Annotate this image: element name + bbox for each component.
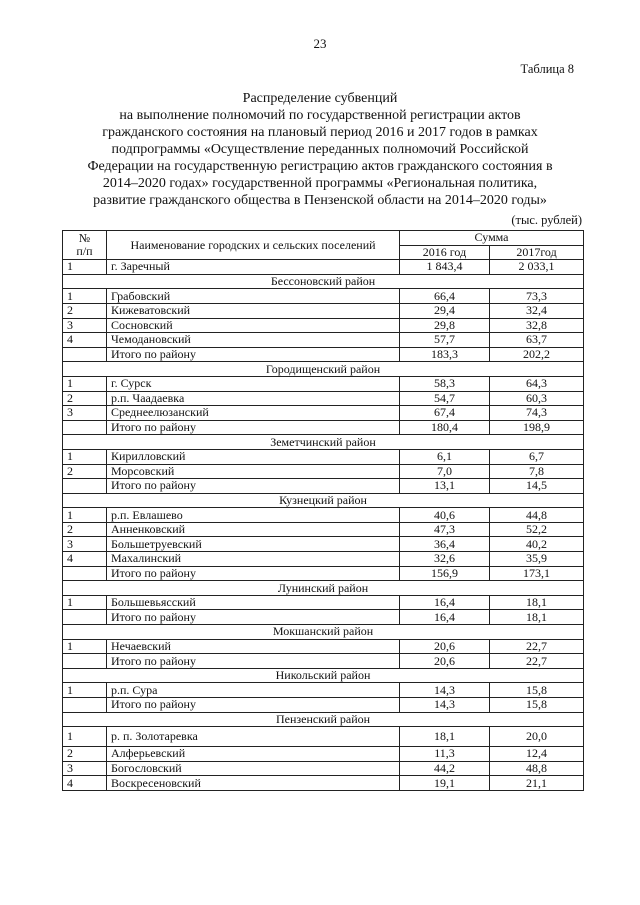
table-row bbox=[63, 376, 584, 391]
table-row bbox=[63, 318, 584, 333]
row-number: 1 bbox=[63, 683, 107, 698]
row-number bbox=[63, 347, 107, 362]
title-line: Распределение субвенций bbox=[242, 91, 398, 106]
district-header-row bbox=[63, 712, 584, 727]
value-2017: 48,8 bbox=[490, 761, 584, 776]
subventions-table bbox=[62, 230, 584, 791]
table-row bbox=[63, 522, 584, 537]
value-2017: 18,1 bbox=[490, 610, 584, 625]
settlement-name: Анненковский bbox=[107, 522, 400, 537]
district-header-row bbox=[63, 668, 584, 683]
value-2016: 16,4 bbox=[400, 610, 490, 625]
settlement-name: Грабовский bbox=[107, 289, 400, 304]
table-row bbox=[63, 260, 584, 275]
title-line: на выполнение полномочий по государственной регистрации актов bbox=[119, 108, 521, 123]
value-2017: 15,8 bbox=[490, 683, 584, 698]
header-sum: Сумма bbox=[400, 231, 584, 246]
settlement-name: Итого по району bbox=[107, 566, 400, 581]
settlement-name: Большетруевский bbox=[107, 537, 400, 552]
table-row bbox=[63, 449, 584, 464]
value-2016: 180,4 bbox=[400, 420, 490, 435]
value-2017: 74,3 bbox=[490, 406, 584, 421]
table-row bbox=[63, 776, 584, 791]
value-2017: 15,8 bbox=[490, 698, 584, 713]
table-row bbox=[63, 747, 584, 762]
document-title bbox=[60, 90, 580, 209]
title-line: подпрограммы «Осуществление переданных полномочий Российской bbox=[111, 142, 529, 157]
value-2017: 173,1 bbox=[490, 566, 584, 581]
row-number: 2 bbox=[63, 747, 107, 762]
table-row bbox=[63, 464, 584, 479]
value-2017: 22,7 bbox=[490, 654, 584, 669]
page-number: 23 bbox=[313, 36, 327, 51]
settlement-name: р.п. Евлашево bbox=[107, 508, 400, 523]
district-header-row bbox=[63, 625, 584, 640]
settlement-name: р.п. Сура bbox=[107, 683, 400, 698]
table-row bbox=[63, 289, 584, 304]
value-2016: 32,6 bbox=[400, 552, 490, 567]
value-2017: 12,4 bbox=[490, 747, 584, 762]
table-header-row bbox=[63, 231, 584, 246]
district-header-row bbox=[63, 435, 584, 450]
row-number: 1 bbox=[63, 289, 107, 304]
district-total-row bbox=[63, 698, 584, 713]
table-body bbox=[63, 260, 584, 791]
row-number: 3 bbox=[63, 761, 107, 776]
row-number: 1 bbox=[63, 376, 107, 391]
row-number: 3 bbox=[63, 406, 107, 421]
settlement-name: Итого по району bbox=[107, 610, 400, 625]
row-number: 2 bbox=[63, 464, 107, 479]
row-number: 1 bbox=[63, 449, 107, 464]
header-number-line1: № bbox=[78, 231, 91, 246]
district-name: Мокшанский район bbox=[63, 625, 584, 640]
district-name: Лунинский район bbox=[63, 581, 584, 596]
district-header-row bbox=[63, 274, 584, 289]
value-2016: 6,1 bbox=[400, 449, 490, 464]
value-2016: 19,1 bbox=[400, 776, 490, 791]
row-number: 2 bbox=[63, 391, 107, 406]
header-year-2016: 2016 год bbox=[400, 245, 490, 260]
value-2017: 22,7 bbox=[490, 639, 584, 654]
row-number bbox=[63, 610, 107, 625]
value-2017: 21,1 bbox=[490, 776, 584, 791]
row-number bbox=[63, 698, 107, 713]
value-2017: 63,7 bbox=[490, 333, 584, 348]
district-header-row bbox=[63, 581, 584, 596]
table-row bbox=[63, 333, 584, 348]
value-2017: 32,4 bbox=[490, 303, 584, 318]
value-2016: 66,4 bbox=[400, 289, 490, 304]
title-line: Федерации на государственную регистрацию актов гражданского состояния в bbox=[87, 159, 553, 174]
value-2017: 7,8 bbox=[490, 464, 584, 479]
district-total-row bbox=[63, 420, 584, 435]
value-2016: 40,6 bbox=[400, 508, 490, 523]
row-number: 3 bbox=[63, 537, 107, 552]
table-row bbox=[63, 537, 584, 552]
header-year-2017: 2017год bbox=[490, 245, 584, 260]
value-2016: 47,3 bbox=[400, 522, 490, 537]
table-row bbox=[63, 683, 584, 698]
table-row bbox=[63, 761, 584, 776]
settlement-name: Кижеватовский bbox=[107, 303, 400, 318]
row-number bbox=[63, 420, 107, 435]
value-2016: 156,9 bbox=[400, 566, 490, 581]
settlement-name: г. Сурск bbox=[107, 376, 400, 391]
row-number bbox=[63, 566, 107, 581]
value-2017: 73,3 bbox=[490, 289, 584, 304]
settlement-name: Морсовский bbox=[107, 464, 400, 479]
title-line: развитие гражданского общества в Пензенской области на 2014–2020 годы» bbox=[93, 193, 547, 208]
table-row bbox=[63, 595, 584, 610]
table-row bbox=[63, 727, 584, 747]
district-name: Бессоновский район bbox=[63, 274, 584, 289]
value-2016: 183,3 bbox=[400, 347, 490, 362]
value-2017: 198,9 bbox=[490, 420, 584, 435]
settlement-name: г. Заречный bbox=[107, 260, 400, 275]
table-row bbox=[63, 639, 584, 654]
district-name: Городищенский район bbox=[63, 362, 584, 377]
settlement-name: Итого по району bbox=[107, 347, 400, 362]
value-2016: 18,1 bbox=[400, 727, 490, 747]
table-row bbox=[63, 303, 584, 318]
value-2017: 6,7 bbox=[490, 449, 584, 464]
value-2016: 29,4 bbox=[400, 303, 490, 318]
value-2016: 14,3 bbox=[400, 698, 490, 713]
row-number: 1 bbox=[63, 639, 107, 654]
header-number bbox=[63, 231, 107, 260]
settlement-name: Среднеелюзанский bbox=[107, 406, 400, 421]
district-total-row bbox=[63, 347, 584, 362]
row-number: 4 bbox=[63, 333, 107, 348]
value-2017: 2 033,1 bbox=[490, 260, 584, 275]
settlement-name: Итого по району bbox=[107, 654, 400, 669]
value-2017: 52,2 bbox=[490, 522, 584, 537]
district-total-row bbox=[63, 610, 584, 625]
row-number: 4 bbox=[63, 552, 107, 567]
district-name: Кузнецкий район bbox=[63, 493, 584, 508]
value-2017: 18,1 bbox=[490, 595, 584, 610]
settlement-name: р. п. Золотаревка bbox=[107, 727, 400, 747]
settlement-name: Воскресеновский bbox=[107, 776, 400, 791]
value-2016: 13,1 bbox=[400, 479, 490, 494]
row-number: 1 bbox=[63, 260, 107, 275]
row-number: 1 bbox=[63, 595, 107, 610]
title-line: 2014–2020 годах» государственной программы «Региональная политика, bbox=[102, 176, 538, 191]
district-total-row bbox=[63, 479, 584, 494]
title-line: гражданского состояния на плановый период 2016 и 2017 годов в рамках bbox=[102, 125, 538, 140]
settlement-name: Алферьевский bbox=[107, 747, 400, 762]
table-row bbox=[63, 391, 584, 406]
value-2016: 20,6 bbox=[400, 654, 490, 669]
header-number-line2: п/п bbox=[76, 244, 93, 259]
settlement-name: Большевьясский bbox=[107, 595, 400, 610]
value-2016: 1 843,4 bbox=[400, 260, 490, 275]
settlement-name: Итого по району bbox=[107, 420, 400, 435]
settlement-name: Сосновский bbox=[107, 318, 400, 333]
value-2016: 36,4 bbox=[400, 537, 490, 552]
settlement-name: Нечаевский bbox=[107, 639, 400, 654]
district-name: Никольский район bbox=[63, 668, 584, 683]
value-2016: 16,4 bbox=[400, 595, 490, 610]
district-header-row bbox=[63, 362, 584, 377]
value-2016: 57,7 bbox=[400, 333, 490, 348]
value-2016: 29,8 bbox=[400, 318, 490, 333]
value-2016: 7,0 bbox=[400, 464, 490, 479]
district-name: Земетчинский район bbox=[63, 435, 584, 450]
value-2016: 11,3 bbox=[400, 747, 490, 762]
value-2016: 58,3 bbox=[400, 376, 490, 391]
value-2016: 44,2 bbox=[400, 761, 490, 776]
value-2017: 32,8 bbox=[490, 318, 584, 333]
settlement-name: Чемодановский bbox=[107, 333, 400, 348]
value-2016: 20,6 bbox=[400, 639, 490, 654]
row-number bbox=[63, 479, 107, 494]
value-2017: 35,9 bbox=[490, 552, 584, 567]
value-2016: 14,3 bbox=[400, 683, 490, 698]
row-number: 3 bbox=[63, 318, 107, 333]
value-2017: 60,3 bbox=[490, 391, 584, 406]
table-label: Таблица 8 bbox=[520, 62, 574, 76]
row-number bbox=[63, 654, 107, 669]
settlement-name: Махалинский bbox=[107, 552, 400, 567]
settlement-name: Кирилловский bbox=[107, 449, 400, 464]
settlement-name: р.п. Чаадаевка bbox=[107, 391, 400, 406]
value-2016: 54,7 bbox=[400, 391, 490, 406]
value-2016: 67,4 bbox=[400, 406, 490, 421]
table-row bbox=[63, 552, 584, 567]
header-name: Наименование городских и сельских поселений bbox=[107, 231, 400, 260]
row-number: 2 bbox=[63, 522, 107, 537]
row-number: 4 bbox=[63, 776, 107, 791]
value-2017: 44,8 bbox=[490, 508, 584, 523]
units-note: (тыс. рублей) bbox=[511, 213, 582, 227]
row-number: 1 bbox=[63, 727, 107, 747]
value-2017: 64,3 bbox=[490, 376, 584, 391]
table-row bbox=[63, 508, 584, 523]
value-2017: 40,2 bbox=[490, 537, 584, 552]
row-number: 2 bbox=[63, 303, 107, 318]
settlement-name: Итого по району bbox=[107, 479, 400, 494]
value-2017: 14,5 bbox=[490, 479, 584, 494]
settlement-name: Итого по району bbox=[107, 698, 400, 713]
value-2017: 202,2 bbox=[490, 347, 584, 362]
settlement-name: Богословский bbox=[107, 761, 400, 776]
table-row bbox=[63, 406, 584, 421]
district-name: Пензенский район bbox=[63, 712, 584, 727]
row-number: 1 bbox=[63, 508, 107, 523]
value-2017: 20,0 bbox=[490, 727, 584, 747]
district-total-row bbox=[63, 654, 584, 669]
district-total-row bbox=[63, 566, 584, 581]
district-header-row bbox=[63, 493, 584, 508]
